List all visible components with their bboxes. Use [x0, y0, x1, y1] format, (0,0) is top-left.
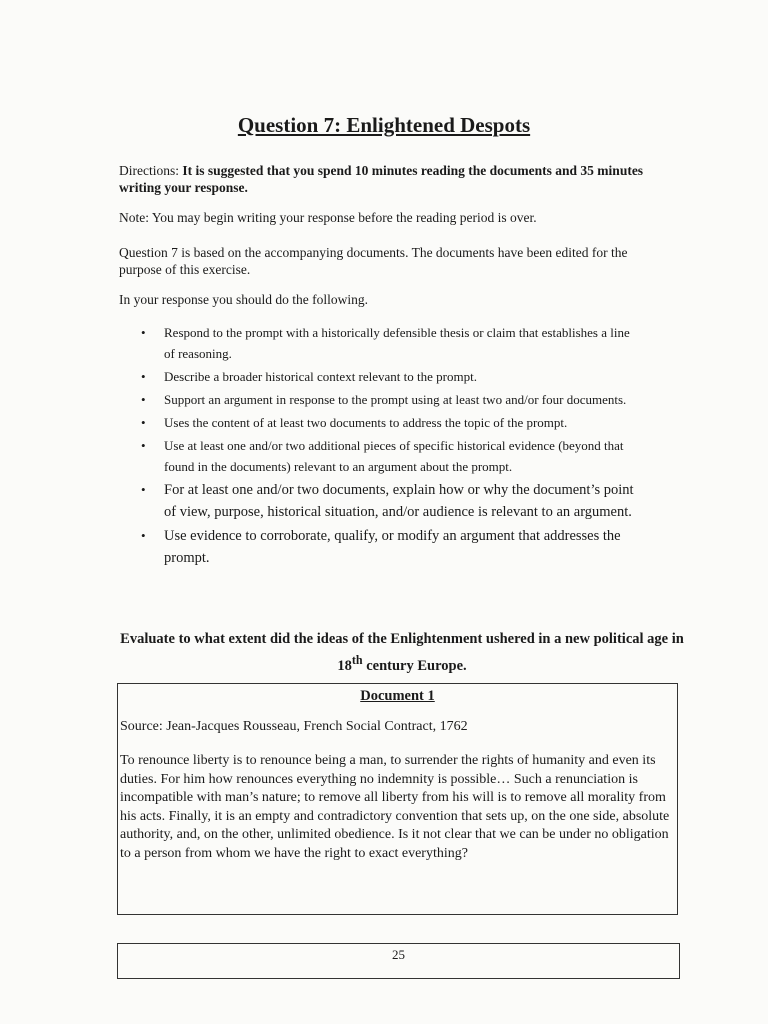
document-source: Source: Jean-Jacques Rousseau, French Social Contract, 1762 [120, 719, 468, 734]
based-on-paragraph: Question 7 is based on the accompanying documents. The documents have been edited for the purpose of this exercise. [119, 245, 628, 277]
directions-paragraph [119, 162, 659, 196]
list-item: • Support an argument in response to the prompt using at least two and/or four documents. [138, 389, 638, 410]
list-item: • Respond to the prompt with a historically defensible thesis or claim that establishes a line of reasoning. [138, 322, 638, 364]
directions-label: Directions: [119, 163, 179, 178]
note-paragraph: Note: You may begin writing your response before the reading period is over. [119, 210, 537, 225]
document-title: Document 1 [360, 688, 435, 704]
bullet-icon: • [141, 369, 146, 384]
list-item: • Uses the content of at least two documents to address the topic of the prompt. [138, 412, 638, 433]
document-text: To renounce liberty is to renounce being a man, to surrender the rights of humanity and even its duties. For him how renounces everything no indemnity is possible… Such a renunciation is incompatible with man’s nature; to remove all liberty from his will is to remove all morality from his acts. Finally, it is an empty and contradictory convention that sets up, on the one side, absolute authority, and, on the other, unlimited obedience. Is it not clear that we can be under no obligation to a person from whom we have the right to exact everything? [120, 753, 670, 861]
evaluate-prompt: Evaluate to what extent did the ideas of the Enlightenment ushered in a new political age in 18th century Europe. [120, 631, 684, 674]
list-item: • Use at least one and/or two additional pieces of specific historical evidence (beyond that found in the documents) relevant to an argument about the prompt. [138, 435, 638, 477]
bullet-icon: • [141, 438, 146, 453]
instruction-list [138, 322, 638, 571]
page-title: Question 7: Enlightened Despots [237, 113, 531, 137]
directions-text: It is suggested that you spend 10 minutes reading the documents and 35 minutes writing your response. [119, 163, 644, 195]
bullet-icon: • [141, 392, 146, 407]
document-box [117, 683, 678, 915]
bullet-icon: • [141, 528, 146, 543]
list-item: • For at least one and/or two documents, explain how or why the document’s point of view, purpose, historical situation, and/or audience is relevant to an argument. [138, 479, 638, 523]
bullet-icon: • [141, 415, 146, 430]
response-intro: In your response you should do the following. [119, 292, 368, 307]
page-footer [117, 943, 680, 979]
page-number: 25 [392, 947, 405, 962]
bullet-icon: • [141, 482, 146, 497]
list-item: • Use evidence to corroborate, qualify, or modify an argument that addresses the prompt. [138, 525, 638, 569]
bullet-icon: • [141, 325, 146, 340]
list-item: • Describe a broader historical context relevant to the prompt. [138, 366, 638, 387]
